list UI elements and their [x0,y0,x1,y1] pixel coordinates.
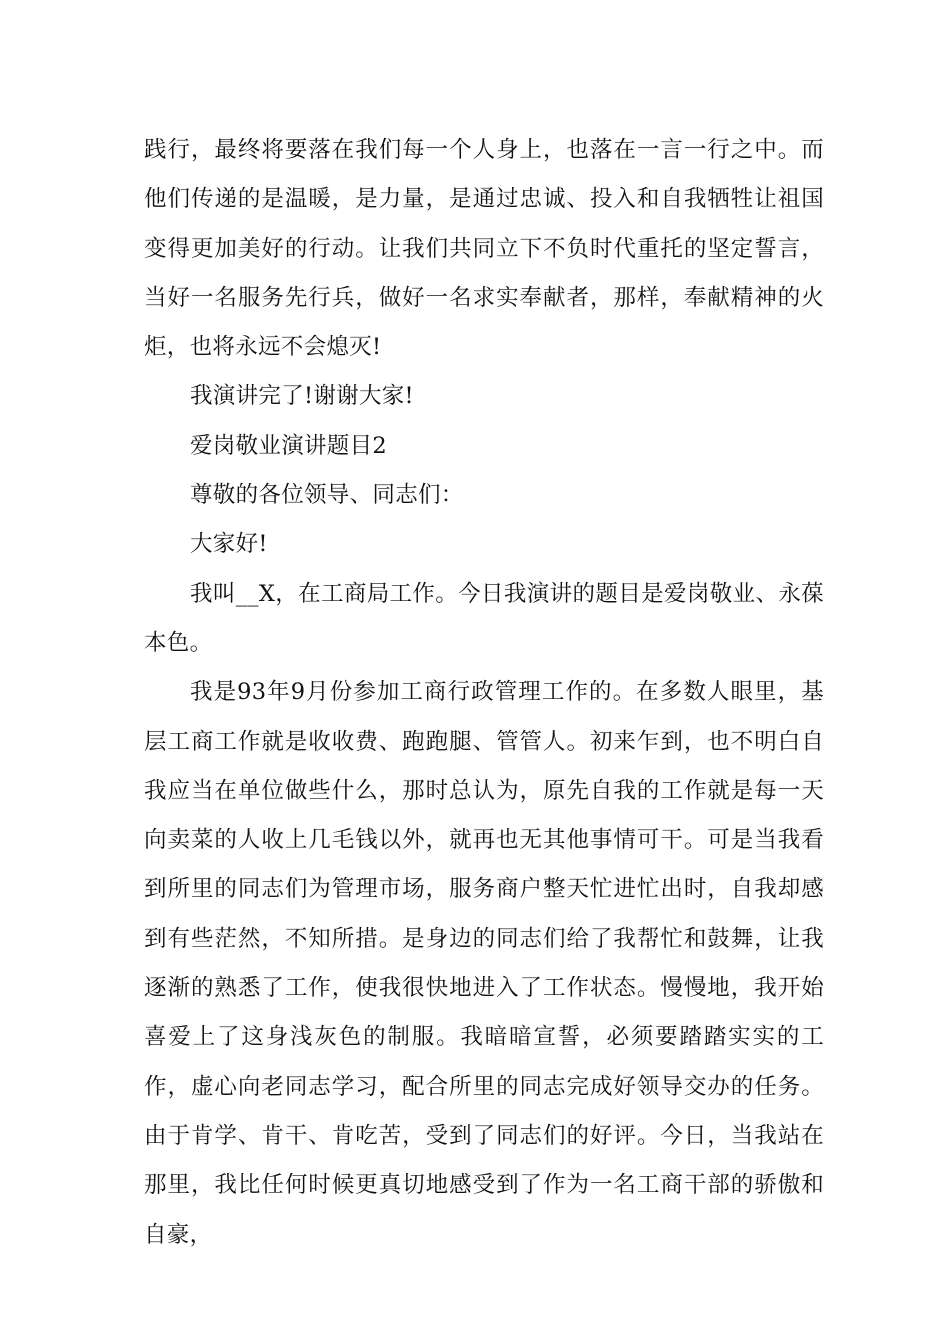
paragraph-intro: 我叫__X，在工商局工作。今日我演讲的题目是爱岗敬业、永葆本色。 [144,580,824,656]
paragraph-story: 我是93年9月份参加工商行政管理工作的。在多数人眼里，基层工商工作就是收收费、跑跑腿、管管人。初来乍到，也不明白自我应当在单位做些什么，那时总认为，原先自我的工作就是每一天向卖菜的人收上几毛钱以外，就再也无其他事情可干。可是当我看到所里的同志们为管理市场，服务商户整天忙进忙出时，自我却感到有些茫然，不知所措。是身边的同志们给了我帮忙和鼓舞，让我逐渐的熟悉了工作，使我很快地进入了工作状态。慢慢地，我开始喜爱上了这身浅灰色的制服。我暗暗宣誓，必须要踏踏实实的工作，虚心向老同志学习，配合所里的同志完成好领导交办的任务。由于肯学、肯干、肯吃苦，受到了同志们的好评。今日，当我站在那里，我比任何时候更真切地感受到了作为一名工商干部的骄傲和自豪， [144,679,824,1248]
document-body [144,126,824,1260]
paragraph-1: 践行，最终将要落在我们每一个人身上，也落在一言一行之中。而他们传递的是温暖，是力量，是通过忠诚、投入和自我牺牲让祖国变得更加美好的行动。让我们共同立下不负时代重托的坚定誓言，当好一名服务先行兵，做好一名求实奉献者，那样，奉献精神的火炬，也将永远不会熄灭! [144,137,824,361]
paragraph-2: 我演讲完了!谢谢大家! [190,383,414,410]
section-title: 爱岗敬业演讲题目2 [190,432,388,459]
greeting: 大家好! [190,531,268,558]
salutation: 尊敬的各位领导、同志们： [190,482,464,509]
